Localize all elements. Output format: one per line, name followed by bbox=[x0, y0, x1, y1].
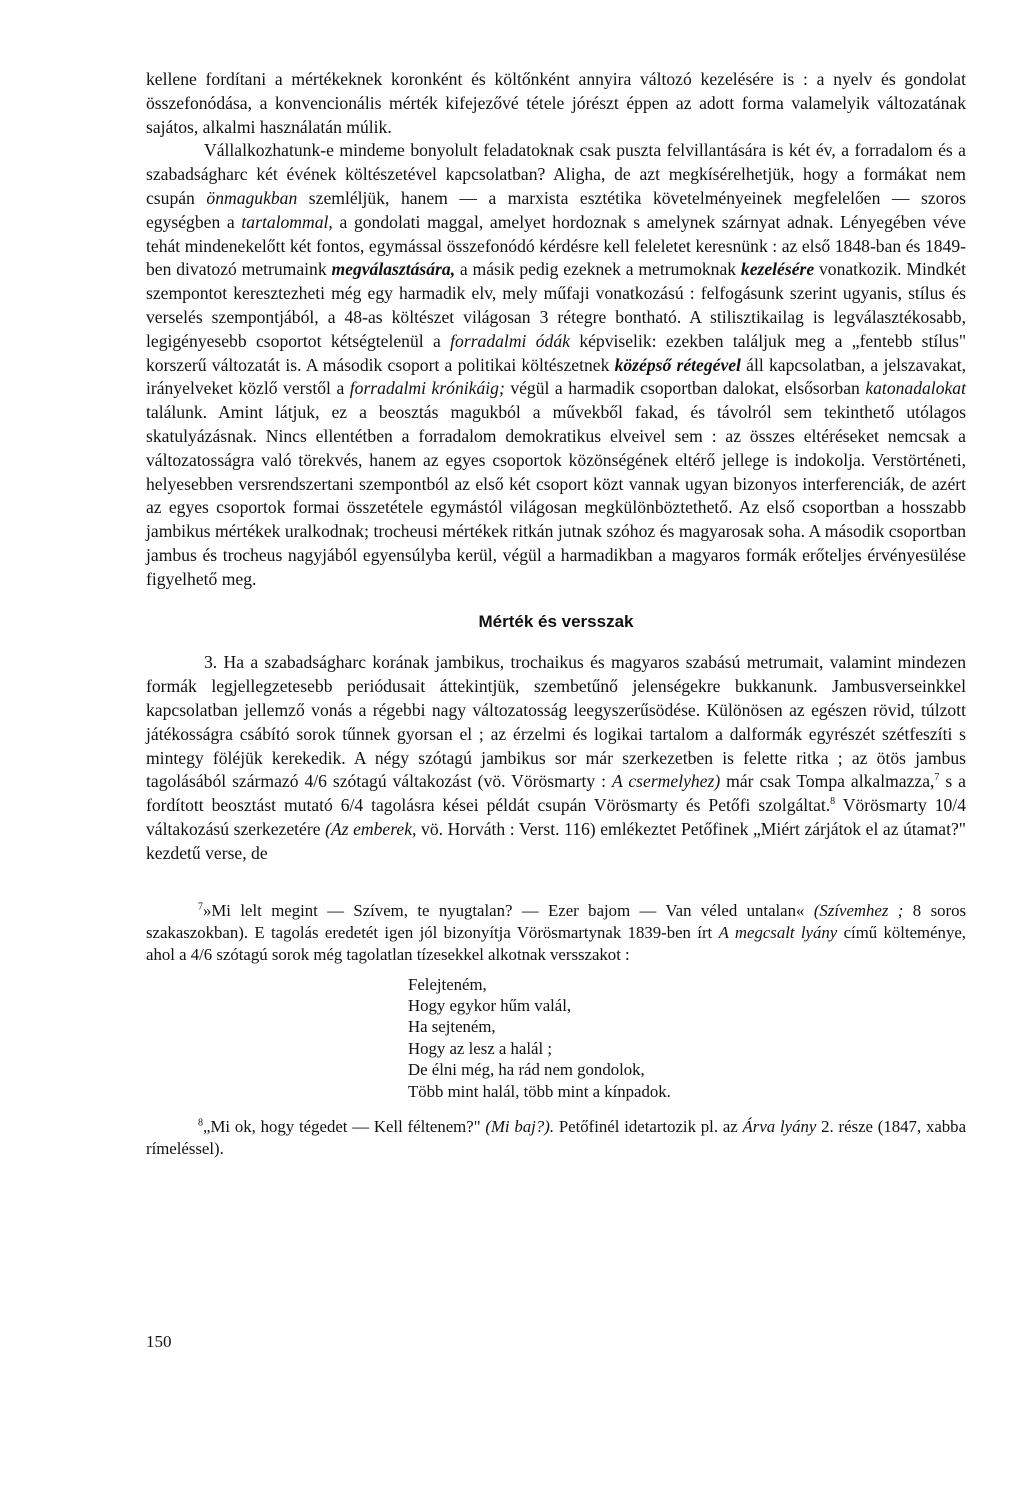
paragraph-text: Vállalkozhatunk-e mindeme bonyolult feladatoknak csak puszta felvillantására is két év, a forradalom és a szabadságharc két évének költészetével kapcsolatban? Aligha, de azt megkísérelhetjük, hogy a formákat nem csupán bbox=[146, 140, 966, 208]
poem-line: Hogy egykor hűm valál, bbox=[408, 995, 572, 1015]
emphasis-text: A csermelyhez) bbox=[611, 771, 721, 792]
section-heading: Mérték és versszak bbox=[478, 611, 634, 631]
paragraph-text: a másik pedig ezeknek a metrumoknak bbox=[455, 259, 741, 280]
paragraph-text: vö. Horváth : Verst. 116) emlékeztet Petőfinek „Miért zárjátok el az útamat?" kezdetű verse, de bbox=[146, 818, 966, 863]
paragraph-text: szemléljük, hanem — a marxista esztétika követelményeinek megfelelően — szoros egységben a bbox=[146, 187, 966, 232]
emphasis-text: megválasztására, bbox=[331, 259, 456, 280]
poem-line: Több mint halál, több mint a kínpadok. bbox=[408, 1081, 671, 1101]
emphasis-text: (Szívemhez ; bbox=[813, 900, 904, 920]
paragraph-text: Vörösmarty 10/4 váltakozású szerkezetére bbox=[146, 795, 966, 839]
footnote-8 bbox=[146, 1116, 966, 1160]
paragraph-text: a gondolati maggal, amelyet hordoznak s amelynek szárnyat adnak. Lényegében véve tehát mindenekelőtt két fontos, egymással összefonódó kérdésre kell feleletet keresnünk : az első 1848-ban és 1849-ben divatozó metrumaink bbox=[146, 211, 966, 280]
emphasis-text: A megcsalt lyány bbox=[718, 922, 838, 942]
footnotes bbox=[146, 900, 966, 1160]
paragraph-text: végül a harmadik csoportban dalokat, elsősorban bbox=[504, 378, 866, 399]
footnote-number: 8 bbox=[198, 1117, 203, 1129]
emphasis-text: Árva lyány bbox=[742, 1116, 817, 1136]
footnote-ref: 8 bbox=[830, 796, 836, 808]
paragraph-section-3 bbox=[146, 651, 966, 865]
paragraph-text: találunk. Amint látjuk, ez a beosztás magukból a művekből fakad, és távolról sem tekinthető utólagos skatulyázásnak. Nincs ellentétben a forradalom demokratikus elveivel sem : az összes eltéréseket nemcsak a változatosságra való törekvés, hanem az egyes csoportok közönségének eltérő jellege is indokolja. Verstörténeti, helyesebben versrendszertani szempontból az első két csoport közt vannak ugyan bizonyos interferenciák, de azért az egyes csoportok formai összetétele egymástól világosan megkülönböztethető. Az első csoportban a hosszabb jambikus mértékek uralkodnak; trocheusi mértékek ritkán jutnak szóhoz és magyarosak soha. A második csoportban jambus és trocheus nagyjából egyensúlyba kerül, végül a harmadikban a magyaros formák erőteljes érvényesülése figyelhető meg. bbox=[146, 402, 966, 589]
footnote-text: »Mi lelt megint — Szívem, te nyugtalan? — Ezer bajom — Van véled untalan« bbox=[203, 900, 814, 920]
paragraph-forms bbox=[146, 139, 966, 591]
emphasis-text: katonadalokat bbox=[865, 378, 966, 399]
emphasis-text: kezelésére bbox=[740, 259, 815, 280]
footnote-text: 8 soros szakaszokban). E tagolás eredetét igen jól bizonyítja Vörösmartynak 1839-ben írt bbox=[146, 900, 966, 942]
poem-line: Ha sejteném, bbox=[408, 1017, 496, 1037]
page-number: 150 bbox=[146, 1332, 172, 1351]
paragraph-text: s a fordított beosztást mutató 6/4 tagolásra kései példát csupán Vörösmarty és Petőfi szolgáltat. bbox=[146, 771, 966, 816]
paragraph-text: vonatkozik. Mindkét szempontot keresztezheti még egy harmadik elv, mely műfaji vonatkozású : felfogásunk szerint ugyanis, stílus és verselés szempontjából, a 48-as költészet világosan 3 rétegre bontható. A stilisztikailag is legválasztékosabb, legigényesebb csoportot kétségtelenül a bbox=[146, 259, 966, 351]
emphasis-text: középső rétegével bbox=[614, 354, 741, 375]
paragraph-text: áll kapcsolatban, a jelszavakat, irányelveket közlő verstől a bbox=[146, 354, 966, 399]
poem-line: Felejteném, bbox=[408, 974, 487, 994]
paragraph-continued bbox=[146, 68, 966, 139]
footnote-ref: 7 bbox=[934, 772, 940, 784]
paragraph-text: Ha a szabadságharc korának jambikus, trochaikus és magyaros szabású metrumait, valamint mindezen formák legjellegzetesebb periódusait áttekintjük, szembetűnő jelenségekre bukkanunk. Jambusverseinkkel kapcsolatban jellemző vonás a régebbi nagy változatosság leegyszerűsödése. Különösen az egészen rövid, túlzott játékosságra csábító sorok tűnnek gyorsan el ; az érzelmi és logikai tartalom a dalformák egyrészét szétfeszíti s mintegy föléjük kerekedik. A négy szótagú jambikus sor már szerkezetben is felette ritka ; az ötös jambus tagolásából származó 4/6 szótagú váltakozást (vö. Vörösmarty : bbox=[146, 652, 966, 792]
poem-quote bbox=[408, 974, 966, 1102]
section-number: 3. bbox=[204, 652, 218, 673]
footnote-text: 2. része (1847, xabba rímeléssel). bbox=[146, 1116, 967, 1158]
emphasis-text: forradalmi ódák bbox=[450, 330, 570, 351]
poem-line: Hogy az lesz a halál ; bbox=[408, 1038, 552, 1058]
footnote-number: 7 bbox=[198, 900, 203, 912]
footnote-text: című költeménye, ahol a 4/6 szótagú sorok még tagolatlan tízesekkel alkotnak versszakot : bbox=[146, 922, 966, 964]
footnote-text: Petőfinél idetartozik pl. az bbox=[554, 1116, 743, 1136]
footnote-text: „Mi ok, hogy tégedet — Kell féltenem?" bbox=[203, 1116, 486, 1136]
emphasis-text: forradalmi krónikáig; bbox=[349, 378, 505, 399]
paragraph-text: képviselik: ezekben találjuk meg a „fentebb stílus" korszerű változatát is. A második csoport a politikai költészetnek bbox=[146, 330, 967, 375]
poem-line: De élni még, ha rád nem gondolok, bbox=[408, 1060, 645, 1080]
emphasis-text: tartalommal, bbox=[241, 211, 333, 232]
page-body bbox=[146, 68, 966, 1160]
emphasis-text: (Az emberek, bbox=[325, 818, 417, 839]
paragraph-text: már csak Tompa alkalmazza, bbox=[720, 771, 935, 792]
emphasis-text: (Mi baj?). bbox=[485, 1116, 555, 1136]
emphasis-text: önmagukban bbox=[206, 187, 298, 208]
footnote-7 bbox=[146, 900, 966, 966]
paragraph-text: kellene fordítani a mértékeknek koronként és költőnként annyira változó kezelésére is : a nyelv és gondolat összefonódása, a konvencionális mérték kifejezővé tétele jórészt éppen az adott forma valamelyik változatának sajátos, alkalmi használatán múlik. bbox=[146, 69, 966, 137]
